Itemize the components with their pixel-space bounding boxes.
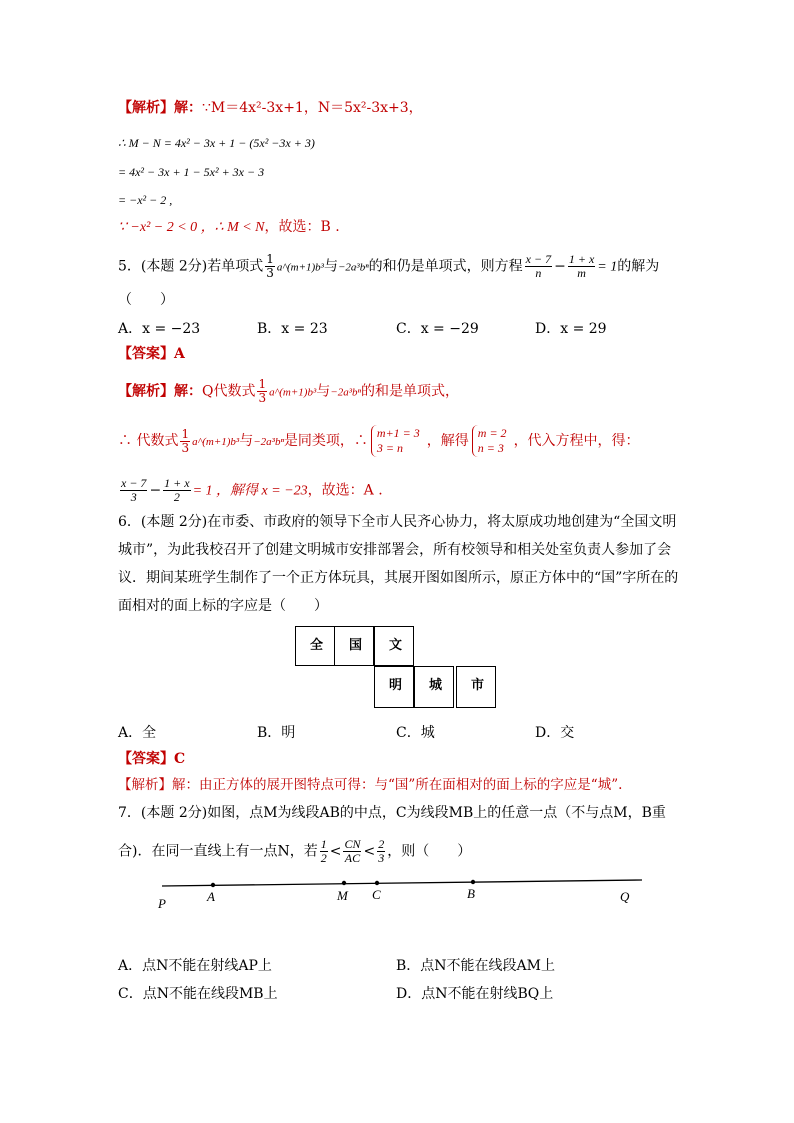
frac-den: 2 xyxy=(320,851,327,865)
q7-option-a[interactable]: A．点N不能在射线AP上 xyxy=(118,958,272,974)
frac-num: x − 7 xyxy=(525,252,552,266)
text: Q代数式 xyxy=(202,383,256,400)
label-c: C xyxy=(372,887,381,902)
system-top: m+1 = 3 xyxy=(376,426,420,440)
frac-den: 3 xyxy=(378,851,385,865)
q5-mid2: 的和仍是单项式，则方程 xyxy=(368,258,523,275)
q5-option-b[interactable]: B．x = 23 xyxy=(257,321,328,337)
label-a: A xyxy=(207,889,215,904)
term: −2a³bⁿ xyxy=(253,436,284,448)
q7-option-c[interactable]: C．点N不能在线段MB上 xyxy=(118,986,278,1002)
text: 合)．在同一直线上有一点N，若 xyxy=(118,843,318,860)
less-than: < xyxy=(363,843,376,860)
frac-num: 1 xyxy=(266,252,274,266)
q7-option-d[interactable]: D．点N不能在射线BQ上 xyxy=(396,986,554,1002)
text: ，则（ ） xyxy=(387,843,472,860)
frac-num: 1 + x xyxy=(164,476,190,490)
text: ，故选：A . xyxy=(307,482,383,499)
q6-analysis: 【解析】解：由正方体的展开图特点可得：与“国”所在面相对的面上标的字应是“城”. xyxy=(118,777,623,793)
frac-num: CN xyxy=(344,837,361,851)
q4-conclusion: ∵ −x² − 2 < 0 ，∴ M < N xyxy=(118,220,265,235)
label-p: P xyxy=(158,896,166,911)
net-cell: 国 xyxy=(334,626,374,666)
system-top: m = 2 xyxy=(477,426,507,440)
label-m: M xyxy=(337,888,348,903)
analysis-tag: 【解析】解： xyxy=(118,383,202,400)
frac-num: 1 xyxy=(320,837,327,851)
q5-option-d[interactable]: D．x = 29 xyxy=(535,321,607,337)
label-b: B xyxy=(467,886,475,901)
frac-den: AC xyxy=(344,851,361,865)
term: −2a³bⁿ xyxy=(330,386,361,399)
q4-analysis-line4: = −x² − 2 , xyxy=(118,193,173,207)
q5-suffix: 的解为 xyxy=(617,258,660,275)
frac-num: 1 + x xyxy=(568,252,595,266)
frac-den: 3 xyxy=(130,490,137,504)
text: 的和是单项式， xyxy=(360,383,459,400)
point-a-dot xyxy=(211,883,215,887)
text: 与 xyxy=(239,433,254,449)
q6-line2: 城市”，为此我校召开了创建文明城市安排部署会，所有校领导和相关处室负责人参加了会 xyxy=(118,542,672,558)
term: a^(m+1)b³ xyxy=(192,436,240,448)
q6-option-c[interactable]: C．城 xyxy=(396,725,435,741)
q7-option-b[interactable]: B．点N不能在线段AM上 xyxy=(396,958,555,974)
text: 是同类项，∴ xyxy=(283,433,368,449)
term: a^(m+1)b³ xyxy=(269,386,317,399)
frac-num: x − 7 xyxy=(121,476,147,490)
q5-term1: a^(m+1)b³ xyxy=(276,261,324,274)
q4-given: ∵M＝4x²-3x+1，N＝5x²-3x+3， xyxy=(202,100,423,116)
net-cell: 明 xyxy=(374,666,414,708)
q5-prefix: 5．(本题 2分)若单项式 xyxy=(118,258,264,275)
point-c-dot xyxy=(375,881,379,885)
system-bottom: n = 3 xyxy=(477,441,504,455)
text: 与 xyxy=(316,383,331,400)
text: ，代入方程中，得： xyxy=(513,433,640,449)
text: = 1 ，解得 x = −23 xyxy=(192,483,308,499)
point-b-dot xyxy=(471,880,475,884)
q5-option-c[interactable]: C．x = −29 xyxy=(396,321,479,337)
frac-den: n xyxy=(535,266,542,280)
q6-option-d[interactable]: D．交 xyxy=(535,725,575,741)
q4-choice: ，故选：B . xyxy=(264,219,340,235)
frac-den: 3 xyxy=(258,391,267,405)
eq-rhs: = 1 xyxy=(597,259,618,275)
label-q: Q xyxy=(620,889,630,904)
analysis-tag: 【解析】解： xyxy=(118,100,202,116)
frac-num: 1 xyxy=(258,377,267,391)
q6-answer: 【答案】C xyxy=(118,751,186,767)
q5-option-a[interactable]: A．x = −23 xyxy=(118,321,201,337)
q6-line1: 6．(本题 2分)在市委、市政府的领导下全市人民齐心协力，将太原成功地创建为“全国文明 xyxy=(118,514,677,530)
frac-num: 1 xyxy=(181,426,190,441)
q4-analysis-line2: ∴ M − N = 4x² − 3x + 1 − (5x² −3x + 3) xyxy=(118,136,315,150)
minus: − xyxy=(149,482,162,499)
frac-den: 3 xyxy=(266,266,274,280)
net-cell: 全 xyxy=(295,626,335,666)
less-than: < xyxy=(329,843,342,860)
point-m-dot xyxy=(342,881,346,885)
net-cell: 文 xyxy=(374,626,414,666)
q5-blank: （ ） xyxy=(118,292,174,308)
q6-line4: 面相对的面上标的字应是（ ） xyxy=(118,598,328,614)
straight-line xyxy=(162,880,642,886)
q5-answer: 【答案】A xyxy=(118,346,185,362)
net-cell: 市 xyxy=(456,666,496,708)
net-cell: 城 xyxy=(414,666,454,708)
frac-den: m xyxy=(577,266,586,280)
text: ∴ 代数式 xyxy=(118,433,179,449)
q7-line1: 7．(本题 2分)如图，点M为线段AB的中点，C为线段MB上的任意一点（不与点M，B重 xyxy=(118,805,666,821)
q6-option-a[interactable]: A．全 xyxy=(118,725,157,741)
q5-mid: 与 xyxy=(323,258,338,275)
q6-line3: 议．期间某班学生制作了一个正方体玩具，其展开图如图所示，原正方体中的“国”字所在的 xyxy=(118,570,679,586)
frac-num: 2 xyxy=(378,837,385,851)
frac-den: 3 xyxy=(181,440,190,455)
q5-term2: −2a³bⁿ xyxy=(337,261,369,274)
minus: − xyxy=(554,258,566,275)
system-bottom: 3 = n xyxy=(376,441,404,455)
q4-analysis-line3: = 4x² − 3x + 1 − 5x² + 3x − 3 xyxy=(118,165,265,179)
frac-den: 2 xyxy=(173,490,180,504)
q6-option-b[interactable]: B．明 xyxy=(257,725,296,741)
text: ，解得 xyxy=(426,433,469,449)
